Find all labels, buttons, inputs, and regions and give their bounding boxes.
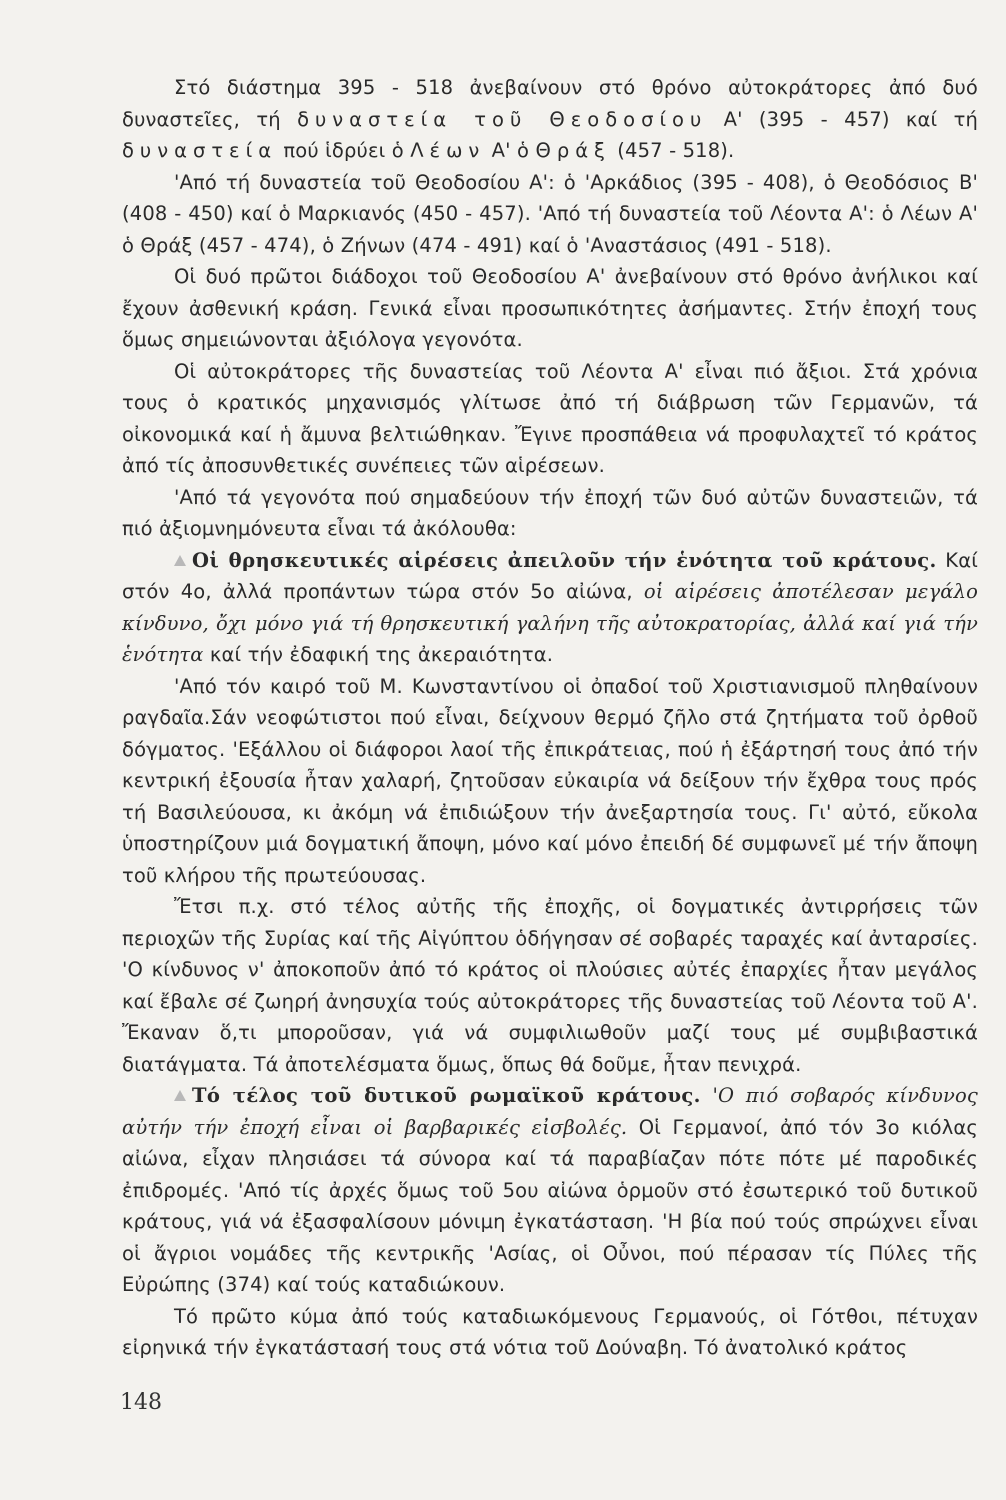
paragraph-9: Τό τέλος τοῦ δυτικοῦ ρωμαϊκοῦ κράτους. 'Ο πιό σοβαρός κίνδυνος αὐτήν τήν ἐποχή εἶναι οἱ βαρβαρικές εἰσβολές. Οἱ Γερμανοί, ἀπό τόν 3ο κιόλας αἰώνα, εἶχαν πλησιάσει τά σύνορα καί τά παραβίαζαν πότε πότε μέ παροδικές ἐπιδρομές. 'Από τίς ἀρχές ὅμως τοῦ 5ου αἰώνα ὁρμοῦν στό ἐσωτερικό τοῦ δυτικοῦ κράτους, γιά νά ἐξασφαλίσουν μόνιμη ἐγκατάσταση. 'Η βία πού τούς σπρώχνει εἶναι οἱ ἄγριοι νομάδες τῆς κεντρικῆς 'Ασίας, οἱ Οὖνοι, πού πέρασαν τίς Πύλες τῆς Εὐρώπης (374) καί τούς καταδιώκουν. [122,1084,978,1296]
paragraph-7: 'Από τόν καιρό τοῦ Μ. Κωνσταντίνου οἱ ὀπαδοί τοῦ Χριστιανισμοῦ πληθαίνουν ραγδαῖα.Σάν νεοφώτιστοι πού εἶναι, δείχνουν θερμό ζῆλο στά ζητήματα τοῦ ὀρθοῦ δόγματος. 'Εξάλλου οἱ διάφοροι λαοί τῆς ἐπικράτειας, πού ἡ ἐξάρτησή τους ἀπό τήν κεντρική ἐξουσία ἦταν χαλαρή, ζητοῦσαν εὐκαιρία νά δείξουν τήν ἔχθρα τους πρός τή Βασιλεύουσα, κι ἀκόμη νά ἐπιδιώξουν τήν ἀνεξαρτησία τους. Γι' αὐτό, εὔκολα ὑποστηρίζουν μιά δογματική ἄποψη, μόνο καί μόνο ἐπειδή δέ συμφωνεῖ μέ τήν ἄποψη τοῦ κλήρου τῆς πρωτεύουσας. [122,674,978,887]
paragraph-2: 'Από τή δυναστεία τοῦ Θεοδοσίου Α': ὁ 'Αρκάδιος (395 - 408), ὁ Θεοδόσιος Β' (408 - 450) καί ὁ Μαρκιανός (450 - 457). 'Από τή δυναστεία τοῦ Λέοντα Α': ὁ Λέων Α' ὁ Θράξ (457 - 474), ὁ Ζήνων (474 - 491) καί ὁ 'Αναστάσιος (491 - 518). [122,170,978,257]
section-heading: Τό τέλος τοῦ δυτικοῦ ρωμαϊκοῦ κράτους. [192,1084,701,1107]
section-heading: Οἱ θρησκευτικές αἱρέσεις ἀπειλοῦν τήν ἑνότητα τοῦ κράτους. [192,548,937,572]
emphasis-text: οἱ αἱρέσεις ἀποτέλεσαν μεγάλο κίνδυνο, ὄχι μόνο γιά τή θρησκευτική γαλήνη τῆς αὐτοκρατορίας, ἀλλά καί γιά τήν ἑνότητα [122,580,978,666]
paragraph-1: Στό διάστημα 395 - 518 ἀνεβαίνουν στό θρόνο αὐτοκράτορες ἀπό δυό δυναστεῖες, τή δυναστεία τοῦ Θεοδοσίου Α' (395 - 457) καί τή δυναστεία πού ἱδρύει ὁ Λέων Α' ὁ Θράξ (457 - 518). [122,76,978,162]
page-number: 148 [120,1390,162,1415]
paragraph-3: Οἱ δυό πρῶτοι διάδοχοι τοῦ Θεοδοσίου Α' ἀνεβαίνουν στό θρόνο ἀνήλικοι καί ἔχουν ἀσθενική κράση. Γενικά εἶναι προσωπικότητες ἀσήμαντες. Στήν ἐποχή τους ὅμως σημειώνονται ἀξιόλογα γεγονότα. [122,265,978,351]
spaced-term: Θράξ [535,139,611,162]
spaced-term: δυναστεία τοῦ Θεοδοσίου [297,107,708,131]
section-marker-icon [174,555,186,566]
paragraph-6: Οἱ θρησκευτικές αἱρέσεις ἀπειλοῦν τήν ἑνότητα τοῦ κράτους. Καί στόν 4ο, ἀλλά προπάντων τώρα στόν 5ο αἰώνα, οἱ αἱρέσεις ἀποτέλεσαν μεγάλο κίνδυνο, ὄχι μόνο γιά τή θρησκευτική γαλήνη τῆς αὐτοκρατορίας, ἀλλά καί γιά τήν ἑνότητα καί τήν ἐδαφική της ἀκεραιότητα. [122,548,978,666]
section-marker-icon [174,1090,186,1101]
paragraph-8: Ἔτσι π.χ. στό τέλος αὐτῆς τῆς ἐποχῆς, οἱ δογματικές ἀντιρρήσεις τῶν περιοχῶν τῆς Συρίας καί τῆς Αἰγύπτου ὁδήγησαν σέ σοβαρές ταραχές καί ἀνταρσίες. 'Ο κίνδυνος ν' ἀποκοποῦν ἀπό τό κράτος οἱ πλούσιες αὐτές ἐπαρχίες ἦταν μεγάλος καί ἔβαλε σέ ζωηρή ἀνησυχία τούς αὐτοκράτορες τῆς δυναστείας τοῦ Λέοντα τοῦ Α'. Ἔκαναν ὅ,τι μποροῦσαν, γιά νά συμφιλιωθοῦν μαζί τους μέ συμβιβαστικά διατάγματα. Τά ἀποτελέσματα ὅμως, ὅπως θά δοῦμε, ἦταν πενιχρά. [122,895,978,1076]
paragraph-10: Τό πρῶτο κύμα ἀπό τούς καταδιωκόμενους Γερμανούς, οἱ Γότθοι, πέτυχαν εἰρηνικά τήν ἐγκατάστασή τους στά νότια τοῦ Δούναβη. Τό ἀνατολικό κράτος [122,1304,978,1359]
emphasis-text: 'Ο πιό σοβαρός κίνδυνος αὐτήν τήν ἐποχή εἶναι οἱ βαρβαρικές εἰσβολές. [122,1084,978,1139]
page-body [122,72,978,1364]
spaced-term: Λέων [410,139,486,162]
paragraph-5: 'Από τά γεγονότα πού σημαδεύουν τήν ἐποχή τῶν δυό αὐτῶν δυναστειῶν, τά πιό ἀξιομνημόνευτα εἶναι τά ἀκόλουθα: [122,485,978,540]
paragraph-4: Οἱ αὐτοκράτορες τῆς δυναστείας τοῦ Λέοντα Α' εἶναι πιό ἄξιοι. Στά χρόνια τους ὁ κρατικός μηχανισμός γλίτωσε ἀπό τή διάβρωση τῶν Γερμανῶν, τά οἰκονομικά καί ἡ ἄμυνα βελτιώθηκαν. Ἔγινε προσπάθεια νά προφυλαχτεῖ τό κράτος ἀπό τίς ἀποσυνθετικές συνέπειες τῶν αἱρέσεων. [122,359,978,477]
spaced-term: δυναστεία [122,139,278,162]
